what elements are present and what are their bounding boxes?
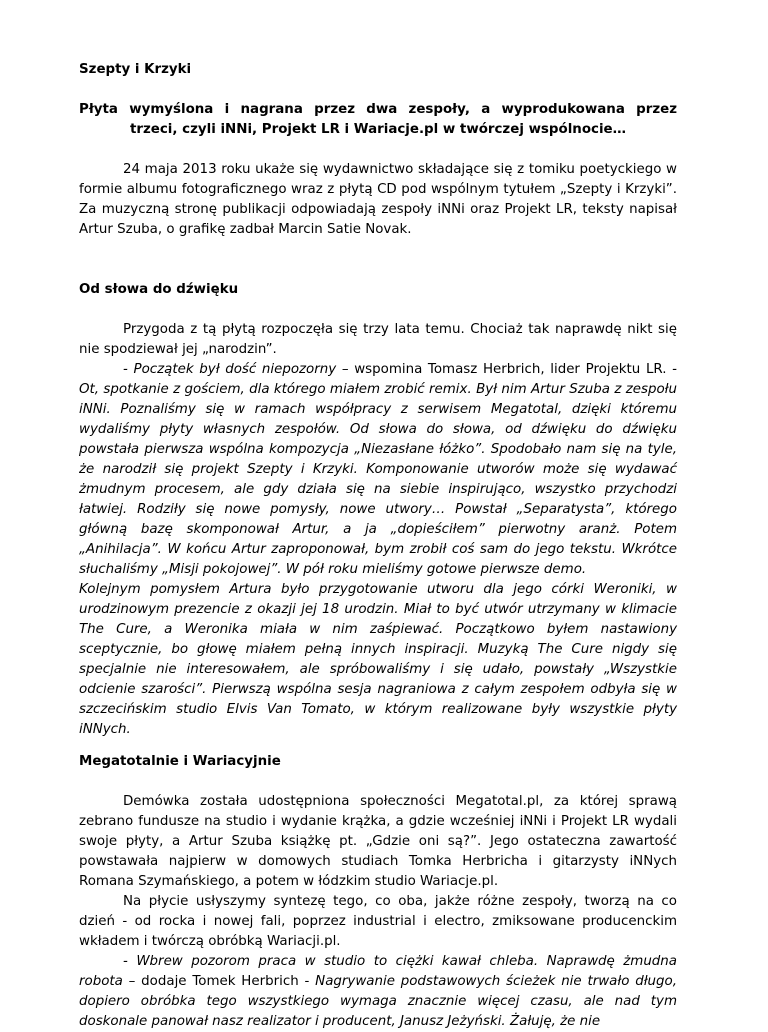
section-heading-megatotalnie: Megatotalnie i Wariacyjnie: [79, 754, 281, 769]
section1-paragraph-1: Przygoda z tą płytą rozpoczęła się trzy lata temu. Chociaż tak naprawdę nikt się nie spodziewał jej „narodzin”.: [79, 322, 677, 357]
section2-paragraph-1: Demówka została udostępniona społeczności Megatotal.pl, za której sprawą zebrano fundusze na studio i wydanie krążka, a gdzie wcześniej iNNi i Projekt LR wydali swoje płyty, a Artur Szuba książkę pt. „Gdzie oni są?”. Jego ostateczna zawartość powstawała najpierw w domowych studiach Tomka Herbricha i gitarzysty iNNych Romana Szymańskiego, a potem w łódzkim studio Wariacje.pl.: [79, 794, 677, 889]
document-subtitle-line-2: trzeci, czyli iNNi, Projekt LR i Wariacje.pl w twórczej wspólnocie…: [129, 122, 627, 137]
quote-italic: Nagrywanie podstawowych ścieżek nie trwało długo, dopiero obróbka tego wszystkiego wymaga znacznie więcej czasu, ale nad tym doskonale panował nasz realizator i producent, Janusz Jeżyński. Żałuję, że nie: [79, 974, 677, 1029]
quote-italic: - Ot, spotkanie z gościem, dla którego miałem zrobić remix. Był nim Artur Szuba z zespołu iNNi. Poznaliśmy się w ramach współpracy z serwisem Megatotal, dzięki któremu wydaliśmy płyty własnych zespołów. Od słowa do słowa, od dźwięku do dźwięku powstała pierwsza wspólna kompozycja „Niezasłane łóżko”. Spodobało nam się na tyle, że narodził się projekt Szepty i Krzyki. Komponowanie utworów może się wydawać żmudnym procesem, ale gdy działa się na siebie inspirująco, wszystko przychodzi łatwiej. Rodziły się nowe pomysły, nowe utwory… Powstał „Separatysta”, którego główną bazę skomponował Artur, a ja „dopieściłem” pierwotny aranż. Potem „Anihilacja”. W końcu Artur zaproponował, bym zrobił coś sam do jego tekstu. Wkrótce słuchaliśmy „Misji pokojowej”. W pół roku mieliśmy gotowe pierwsze demo.: [79, 362, 677, 577]
section1-paragraph-3: Kolejnym pomysłem Artura było przygotowanie utworu dla jego córki Weroniki, w urodzinowym prezencie z okazji jej 18 urodzin. Miał to być utwór utrzymany w klimacie The Cure, a Weronika miała w nim zaśpiewać. Początkowo byłem nastawiony sceptycznie, bo głowę miałem pełną innych inspiracji. Muzyką The Cure nigdy się specjalnie nie interesowałem, ale spróbowaliśmy i się udało, powstały „Wszystkie odcienie szarości”. Pierwszą wspólna sesja nagraniowa z całym zespołem odbyła się w szczecińskim studio Elvis Van Tomato, w którym realizowane były wszystkie płyty iNNych.: [79, 582, 677, 737]
section2-paragraph-3: [79, 952, 677, 1032]
section-heading-od-slowa: Od słowa do dźwięku: [79, 282, 239, 297]
section1-paragraph-2: [79, 360, 677, 580]
quote-italic: - Początek był dość niepozorny: [123, 362, 337, 377]
quote-italic: - Wbrew pozorom praca w studio to ciężki kawał chleba. Naprawdę żmudna robota: [79, 954, 677, 989]
document-page: [79, 60, 677, 1032]
attribution-text: – dodaje Tomek Herbrich -: [122, 974, 316, 989]
document-subtitle-line-1: Płyta wymyślona i nagrana przez dwa zespoły, a wyprodukowana przez: [79, 102, 677, 117]
document-title: Szepty i Krzyki: [79, 62, 192, 77]
section2-paragraph-2: Na płycie usłyszymy syntezę tego, co oba, jakże różne zespoły, tworzą na co dzień - od rocka i nowej fali, poprzez industrial i electro, zmiksowane producenckim wkładem i twórczą obróbką Wariacji.pl.: [79, 894, 677, 949]
attribution-text: – wspomina Tomasz Herbrich, lider Projektu LR.: [336, 362, 667, 377]
intro-paragraph: 24 maja 2013 roku ukaże się wydawnictwo składające się z tomiku poetyckiego w formie albumu fotograficznego wraz z płytą CD pod wspólnym tytułem „Szepty i Krzyki”. Za muzyczną stronę publikacji odpowiadają zespoły iNNi oraz Projekt LR, teksty napisał Artur Szuba, o grafikę zadbał Marcin Satie Novak.: [79, 162, 677, 237]
